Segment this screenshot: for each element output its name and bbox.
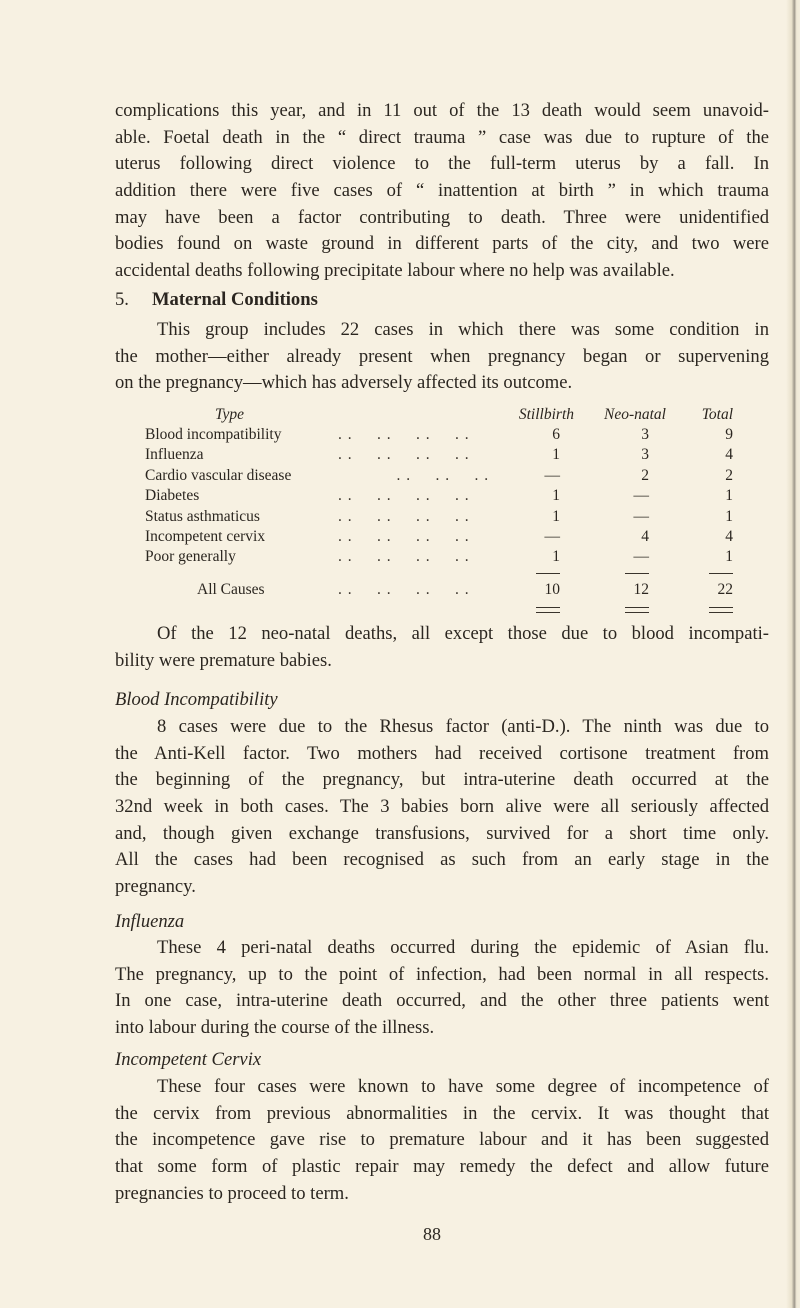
table-row bbox=[0, 547, 800, 567]
section-number: 5. bbox=[115, 289, 129, 310]
cell-neonatal: 4 bbox=[641, 528, 649, 545]
text-line: into labour during the course of the illness. bbox=[115, 1017, 435, 1039]
row-type: Blood incompatibility bbox=[145, 426, 282, 443]
subtotal-rule bbox=[709, 573, 733, 574]
section-title: Maternal Conditions bbox=[152, 289, 318, 310]
text-line: 8 cases were due to the Rhesus factor (anti-D.). The ninth was due to bbox=[157, 716, 769, 737]
page-number bbox=[0, 1224, 800, 1245]
header-neonatal: Neo-natal bbox=[604, 406, 666, 423]
header-type: Type bbox=[215, 406, 244, 423]
leader-dots: . . . . . . . . bbox=[338, 548, 470, 566]
text-line: pregnancies to proceed to term. bbox=[115, 1182, 349, 1204]
cell-stillbirth: 10 bbox=[544, 581, 560, 598]
row-type: Incompetent cervix bbox=[145, 528, 266, 545]
leader-dots: . . . . . . . . bbox=[338, 528, 470, 545]
text-line: Of the 12 neo-natal deaths, all except those due to blood incompati- bbox=[157, 623, 769, 644]
text-line: that some form of plastic repair may remedy the defect and allow future bbox=[115, 1156, 769, 1178]
subheading-blood-incompatibility: Blood Incompatibility bbox=[115, 689, 278, 710]
cell-neonatal: 3 bbox=[641, 446, 649, 464]
paragraph-maternal-conditions bbox=[115, 317, 769, 397]
header-stillbirth: Stillbirth bbox=[518, 406, 574, 423]
table-header-row bbox=[0, 405, 800, 425]
text-line: 32nd week in both cases. The 3 babies born alive were all seriously affected bbox=[115, 796, 769, 818]
cell-total: 22 bbox=[717, 581, 733, 598]
text-line: This group includes 22 cases in which there was some condition in bbox=[157, 319, 769, 340]
text-line: the beginning of the pregnancy, but intra-uterine death occurred at the bbox=[115, 769, 769, 791]
cell-total: 1 bbox=[725, 507, 733, 525]
text-line: bility were premature babies. bbox=[115, 649, 332, 671]
cell-neonatal: 2 bbox=[641, 466, 649, 484]
page-number-text: 88 bbox=[423, 1224, 441, 1244]
row-type: Influenza bbox=[145, 446, 204, 464]
cell-total: 1 bbox=[725, 487, 733, 505]
text-line: the incompetence gave rise to premature labour and it has been suggested bbox=[115, 1129, 769, 1151]
paragraph-blood-incompatibility bbox=[115, 714, 769, 901]
text-line: The pregnancy, up to the point of infection, had been normal in all respects. bbox=[115, 963, 769, 985]
cell-neonatal: 12 bbox=[633, 581, 649, 598]
text-line: accidental deaths following precipitate labour where no help was available. bbox=[115, 260, 675, 282]
cell-stillbirth: — bbox=[544, 466, 560, 484]
row-type: Status asthmaticus bbox=[145, 507, 260, 525]
text-line: These four cases were known to have some degree of incompetence of bbox=[157, 1076, 769, 1097]
text-line: able. Foetal death in the “ direct trauma ” case was due to rupture of the bbox=[115, 126, 769, 148]
total-double-rule bbox=[709, 607, 733, 613]
leader-dots: . . . . . . . . bbox=[338, 446, 470, 464]
leader-dots: . . . . . . . . bbox=[338, 507, 470, 525]
text-line: on the pregnancy—which has adversely affected its outcome. bbox=[115, 372, 573, 394]
cell-stillbirth: 6 bbox=[552, 426, 560, 443]
text-line: uterus following direct violence to the full-term uterus by a fall. In bbox=[115, 153, 769, 175]
subheading-incompetent-cervix: Incompetent Cervix bbox=[115, 1049, 262, 1070]
row-type: Poor generally bbox=[145, 548, 236, 566]
leader-dots: . . . . . . . . bbox=[338, 487, 470, 505]
text-line: complications this year, and in 11 out of the 13 death would seem unavoid- bbox=[115, 100, 769, 121]
table-row bbox=[0, 445, 800, 465]
table-row bbox=[0, 527, 800, 547]
header-total: Total bbox=[701, 406, 733, 423]
text-line: pregnancy. bbox=[115, 876, 196, 898]
subtotal-rule bbox=[536, 573, 560, 574]
cell-neonatal: — bbox=[633, 507, 649, 525]
leader-dots: . . . . . . . . bbox=[338, 426, 470, 443]
page-edge-shadow bbox=[786, 0, 800, 1308]
cell-total: 4 bbox=[725, 528, 733, 545]
text-line: addition there were five cases of “ inattention at birth ” in which trauma bbox=[115, 180, 769, 202]
paragraph-neonatal-deaths bbox=[115, 621, 769, 674]
cell-stillbirth: 1 bbox=[552, 446, 560, 464]
text-line: the cervix from previous abnormalities in the cervix. It was thought that bbox=[115, 1102, 769, 1124]
row-type: All Causes bbox=[197, 581, 265, 598]
cell-stillbirth: 1 bbox=[552, 487, 560, 505]
cell-neonatal: 3 bbox=[641, 426, 649, 443]
cell-total: 9 bbox=[725, 426, 733, 443]
cell-neonatal: — bbox=[633, 548, 649, 566]
cell-neonatal: — bbox=[633, 487, 649, 505]
cell-total: 4 bbox=[725, 446, 733, 464]
table-total-row bbox=[0, 580, 800, 600]
total-double-rule bbox=[536, 607, 560, 613]
text-line: may have been a factor contributing to death. Three were unidentified bbox=[115, 206, 769, 228]
text-line: These 4 peri-natal deaths occurred during the epidemic of Asian flu. bbox=[157, 937, 769, 958]
total-double-rule bbox=[625, 607, 649, 613]
row-type: Diabetes bbox=[145, 487, 200, 505]
paragraph-trauma-deaths bbox=[115, 98, 769, 285]
text-line: and, though given exchange transfusions, survived for a short time only. bbox=[115, 822, 769, 844]
row-type: Cardio vascular disease bbox=[145, 466, 292, 484]
table-row bbox=[0, 507, 800, 527]
leader-dots: . . . . . . bbox=[338, 466, 490, 484]
section-heading-maternal-conditions bbox=[115, 287, 318, 314]
table-row bbox=[0, 486, 800, 506]
table-row bbox=[0, 425, 800, 445]
cell-stillbirth: — bbox=[544, 528, 560, 545]
table-row bbox=[0, 466, 800, 486]
subtotal-rule bbox=[625, 573, 649, 574]
text-line: In one case, intra-uterine death occurred, and the other three patients went bbox=[115, 990, 769, 1012]
leader-dots: . . . . . . . . bbox=[338, 581, 470, 598]
paragraph-influenza bbox=[115, 935, 769, 1042]
subheading-influenza: Influenza bbox=[115, 911, 185, 932]
text-line: bodies found on waste ground in different parts of the city, and two were bbox=[115, 233, 769, 255]
cell-stillbirth: 1 bbox=[552, 507, 560, 525]
paragraph-incompetent-cervix bbox=[115, 1074, 769, 1207]
cell-total: 1 bbox=[725, 548, 733, 566]
text-line: All the cases had been recognised as such from an early stage in the bbox=[115, 849, 769, 871]
cell-total: 2 bbox=[725, 466, 733, 484]
text-line: the mother—either already present when pregnancy began or supervening bbox=[115, 345, 769, 367]
text-line: the Anti-Kell factor. Two mothers had received cortisone treatment from bbox=[115, 742, 769, 764]
cell-stillbirth: 1 bbox=[552, 548, 560, 566]
